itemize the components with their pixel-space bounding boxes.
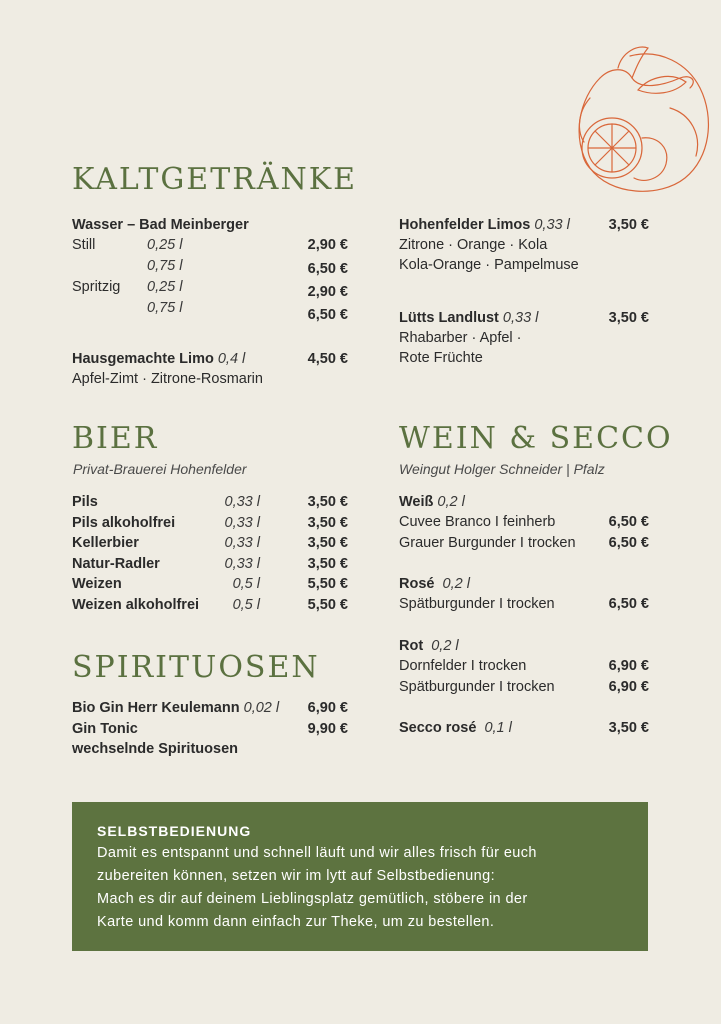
spirituosen-list <box>72 698 348 760</box>
bier-list <box>72 492 348 615</box>
list-item: Natur-Radler 0,33 l 3,50 € <box>72 555 348 572</box>
info-title: SELBSTBEDIENUNG <box>97 823 252 839</box>
wein-rose-group <box>399 574 649 615</box>
wein-secco-heading: WEIN & SECCO <box>399 421 673 456</box>
list-item: 0,75 l 6,50 € <box>147 258 348 277</box>
list-item: Bio Gin Herr Keulemann 0,02 l 6,90 € <box>72 700 348 716</box>
info-line: Damit es entspannt und schnell läuft und wir alles frisch für euch <box>97 845 537 861</box>
info-line: Mach es dir auf deinem Lieblingsplatz gemütlich, stöbere in der <box>97 891 528 907</box>
list-item: Grauer Burgunder I trocken 6,50 € <box>399 534 649 551</box>
wein-rot-group <box>399 636 649 697</box>
selbstbedienung-info-box <box>72 802 648 951</box>
kaltgetraenke-heading: KALTGETRÄNKE <box>72 162 358 197</box>
list-item: Spätburgunder I trocken 6,90 € <box>399 678 649 695</box>
bier-heading: BIER <box>72 421 159 456</box>
list-item: Spritzig 0,25 l 2,90 € <box>72 279 348 300</box>
list-item: Dornfelder I trocken 6,90 € <box>399 658 649 674</box>
list-item: Weizen alkoholfrei 0,5 l 5,50 € <box>72 596 348 613</box>
list-item: Pils alkoholfrei 0,33 l 3,50 € <box>72 514 348 531</box>
bier-subtitle: Privat-Brauerei Hohenfelder <box>73 461 247 477</box>
wein-subtitle: Weingut Holger Schneider | Pfalz <box>399 461 605 477</box>
info-line: Karte und komm dann einfach zur Theke, um zu bestellen. <box>97 914 495 930</box>
secco-item: Secco rosé 0,1 l 3,50 € <box>399 720 649 736</box>
wein-weiss-label: Weiß 0,2 l <box>399 494 465 510</box>
list-item: Cuvee Branco I feinherb 6,50 € <box>399 514 649 530</box>
list-item: Weizen 0,5 l 5,50 € <box>72 576 348 592</box>
spirituosen-heading: SPIRITUOSEN <box>72 650 320 685</box>
list-item: 0,75 l 6,50 € <box>147 300 348 323</box>
limo-description: Apfel-Zimt · Zitrone-Rosmarin <box>72 371 263 387</box>
luetts-landlust-item: Lütts Landlust 0,33 l 3,50 € Rhabarber · Apfel · Rote Früchte <box>399 310 649 366</box>
wasser-list <box>72 235 348 323</box>
list-item: wechselnde Spirituosen <box>72 741 238 757</box>
hohenfelder-limos-item: Hohenfelder Limos 0,33 l 3,50 € Zitrone · Orange · Kola Kola-Orange · Pampelmuse <box>399 217 649 273</box>
wein-rose-label: Rosé 0,2 l <box>399 576 470 592</box>
info-line: zubereiten können, setzen wir im lytt auf Selbstbedienung: <box>97 868 496 884</box>
list-item: Pils 0,33 l 3,50 € <box>72 494 348 510</box>
limo-item: Hausgemachte Limo 0,4 l 4,50 € Apfel-Zimt · Zitrone-Rosmarin <box>72 351 348 387</box>
wasser-title: Wasser – Bad Meinberger <box>72 217 249 233</box>
list-item: Kellerbier 0,33 l 3,50 € <box>72 535 348 551</box>
list-item: Gin Tonic 9,90 € <box>72 720 348 737</box>
list-item: Spätburgunder I trocken 6,50 € <box>399 596 649 612</box>
lemon-drink-illustration-icon <box>570 38 715 198</box>
wein-rot-label: Rot 0,2 l <box>399 638 459 654</box>
list-item: Still 0,25 l 2,90 € <box>72 237 348 253</box>
wein-weiss-group <box>399 492 649 553</box>
